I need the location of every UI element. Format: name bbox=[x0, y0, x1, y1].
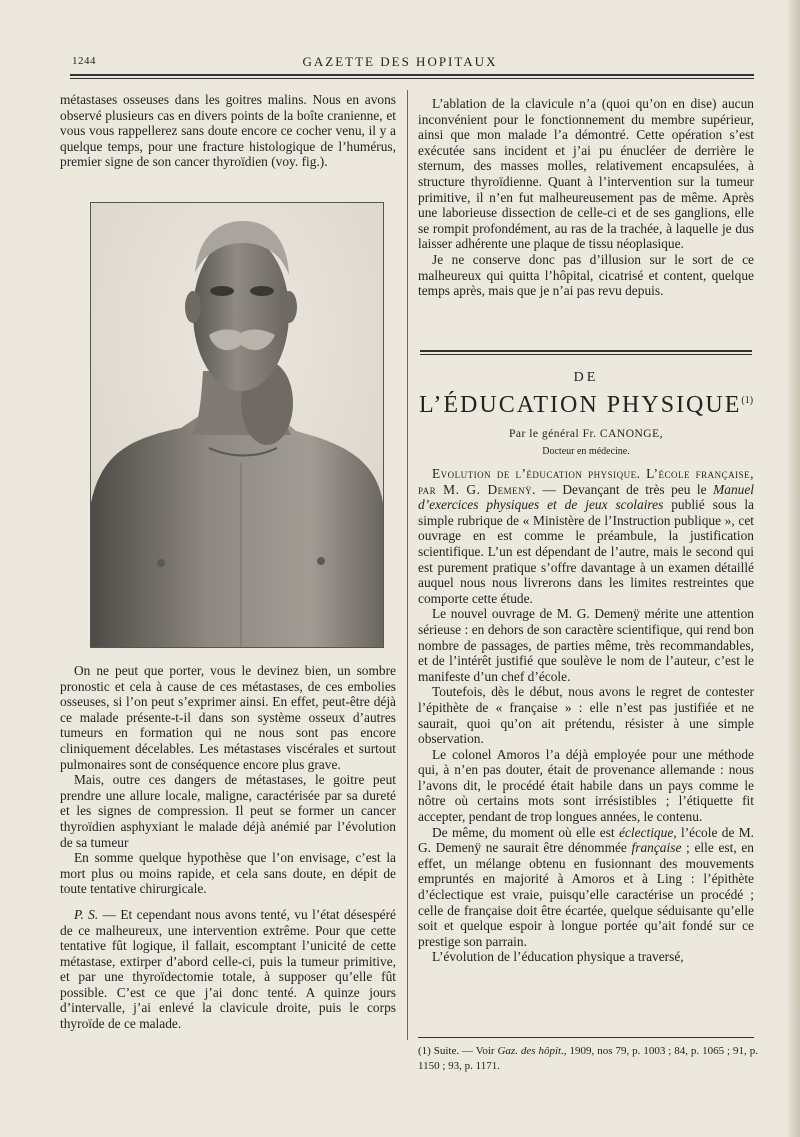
postscript-text: — Et cependant nous avons tenté, vu l’état désespéré de ce malheureux, une intervention extrême. Pour que cette tentative fût logique, il fallait, escomptant l’unicité de cette métastase, extirper d’abord celle-ci, puis la tumeur primitive, et par une thyroïdectomie totale, à supposer qu’elle fût possible. C’est ce que j’ai donc tenté. A quinze jours d’intervalle, j’ai enlevé la clavicule droite, puis le corps thyroïde de ce malade. bbox=[60, 906, 396, 1032]
intro-text-b: publié sous la simple rubrique de « Ministère de l’Instruction publique », cet ouvrage en est comme le préambule, la justification scientifique. L’un est dépendant de l’autre, mais le second qui est purement pratique s’offre davantage à un examen détaillé auquel nous nous livrerons dans les limites restreintes que comporte cette étude. bbox=[418, 497, 755, 606]
eclectic-text-a: De même, du moment où elle est bbox=[432, 824, 619, 840]
eclectic-text-c: ; elle est, en effet, un mélange obtenu en fusionnant des mouvements empruntés en majorité à Amoros et à Ling : l’épithète d’éclectique est vraie, puisqu’elle caractérise un procédé ; celle de française doit être écartée, quelque séduisante qu’elle soit et quelque espoir à longue portée qu’ait fondé sur ce prestige son parrain. bbox=[418, 840, 754, 949]
article-rule-thin bbox=[420, 354, 752, 355]
article-paragraph-3: Le colonel Amoros l’a déjà employée pour une méthode qui, à n’en pas douter, était de provenance allemande : nous l’avons dit, le procédé était habile dans un pays comme le nôtre où certains mots sont irrésistibles ; l’étiquette fit accepter, pendant de trop longues années, le contenu. bbox=[418, 746, 754, 825]
running-title: GAZETTE DES HOPITAUX bbox=[302, 54, 498, 69]
section-heading: Evolution de l’éducation physique. L’école française, par M. G. Demenÿ. bbox=[418, 466, 754, 497]
footnote-text-a: (1) Suite. — Voir bbox=[418, 1045, 498, 1057]
left-column-body bbox=[60, 663, 396, 1032]
left-postscript bbox=[60, 907, 396, 1032]
eclectic-italic-1: éclectique bbox=[619, 824, 674, 840]
postscript-label: P. S. bbox=[74, 906, 99, 922]
header-rule-thick bbox=[70, 74, 754, 76]
article-last-line: L’évolution de l’éducation physique a traversé, bbox=[432, 949, 684, 965]
page-number: 1244 bbox=[72, 55, 96, 67]
column-divider bbox=[407, 90, 408, 1040]
patient-photo-illustration bbox=[91, 203, 383, 647]
article-title bbox=[418, 392, 754, 419]
article-paragraph-4 bbox=[418, 825, 754, 950]
right-column-top bbox=[418, 96, 754, 299]
eclectic-text-b: , l’école de M. G. Demenÿ ne saurait être dénommée bbox=[418, 824, 754, 856]
left-column-top bbox=[60, 92, 396, 170]
article-intro bbox=[418, 466, 754, 606]
right-paragraph-2: Je ne conserve donc pas d’illusion sur le sort de ce malheureux qui quitta l’hôpital, cicatrisé et content, quelque temps après, mais que je n’ai pas revu depuis. bbox=[418, 251, 754, 299]
title-footnote-marker: (1) bbox=[741, 395, 754, 406]
article-byline: Par le général Fr. CANONGE, bbox=[508, 428, 664, 440]
patient-photograph bbox=[90, 202, 384, 648]
footnote-rule bbox=[418, 1037, 754, 1038]
footnote bbox=[418, 1044, 758, 1074]
article-title-text: L’ÉDUCATION PHYSIQUE bbox=[418, 392, 742, 418]
article-rule-thick bbox=[420, 350, 752, 352]
left-paragraph-3: En somme quelque hypothèse que l’on envisage, c’est la mort plus ou moins rapide, et cela sans doute, en dépit de toute tentative chirurgicale. bbox=[60, 850, 396, 897]
article-kicker: DE bbox=[573, 370, 599, 385]
left-paragraph-2: Mais, outre ces dangers de métastases, le goitre peut prendre une allure locale, maligne, caractérisée par sa dureté et les signes de compression. Il peut se former un cancer thyroïdien asphyxiant le malade déjà anémié par l’évolution de sa tumeur bbox=[60, 772, 396, 850]
footnote-text-b: , 1909, nos 79, p. 1003 ; 84, p. 1065 ; 91, p. 1150 ; 93, p. 1171. bbox=[418, 1045, 758, 1072]
author-degree: Docteur en médecine. bbox=[542, 446, 630, 457]
header-rule-thin bbox=[70, 78, 754, 79]
left-paragraph-1: On ne peut que porter, vous le devinez bien, un sombre pronostic et cela à cause de ces métastases, de ces embolies osseuses, si l’on peut s’exprimer ainsi. En effet, peut-être déjà ce malade présente-t-il dans son système osseux d’autres tumeurs en formation qui ne nous sont pas encore cliniquement décelables. Les métastases viscérales et surtout pulmonaires sont de conséquence encore plus grave. bbox=[60, 663, 396, 772]
article-paragraph-2: Toutefois, dès le début, nous avons le regret de contester l’épithète de « française » : elle n’est pas justifiée et ne saurait, quoi qu’on ait prétendu, résister à une simple observation. bbox=[418, 684, 754, 747]
left-paragraph-opening: métastases osseuses dans les goitres malins. Nous en avons observé plusieurs cas en divers points de la boîte cranienne, et vous vous rappellerez sans doute encore ce cocher venu, il y a quelque temps, pour une fracture histologique de l’humérus, premier signe de son cancer thyroïdien (voy. fig.). bbox=[60, 92, 396, 170]
footnote-journal: Gaz. des hôpit. bbox=[497, 1045, 564, 1057]
page-edge-shadow bbox=[786, 0, 800, 1137]
article-paragraph-1: Le nouvel ouvrage de M. G. Demenÿ mérite une attention sérieuse : en dehors de son caractère scientifique, qui rend bon nombre de passages, de parties même, très recommandables, et de l’intérêt justifié que soulève le nom de l’auteur, c’est le manifeste d’un chef d’école. bbox=[418, 606, 754, 684]
eclectic-italic-2: française bbox=[631, 840, 682, 856]
right-column-article bbox=[418, 466, 754, 965]
manual-title: Manuel d’exercices physiques et de jeux scolaires bbox=[418, 481, 755, 513]
intro-text-a: — Devançant de très peu le bbox=[535, 481, 714, 497]
right-paragraph-1: L’ablation de la clavicule n’a (quoi qu’on en dise) aucun inconvénient pour le fonctionnement du membre supérieur, ainsi que mon malade l’a démontré. Cette opération s’est exécutée sans incident et j’ai pu énucléer de derrière le sternum, des masses molles, relativement encapsulées, à structure thyroïdienne. Quant à l’intervention sur la tumeur primitive, il n’en fut malheureusement pas de même. Après une laborieuse dissection de celle-ci et de ses ganglions, elle se rompit profondément, au ras de la trachée, à laquelle je dus laisser adhérente une plaque de tissu néoplasique. bbox=[418, 96, 754, 252]
